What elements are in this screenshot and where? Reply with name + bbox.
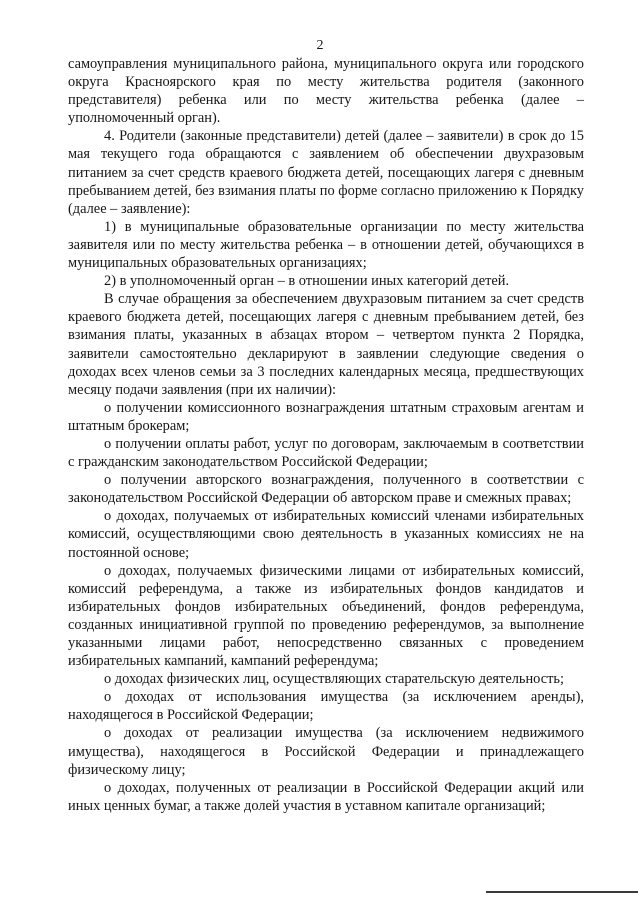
income-item-copyright: о получении авторского вознаграждения, полученного в соответствии с законодательством Российской Федерации об авторском праве и смежных правах; [68,472,584,507]
scan-edge-line [486,891,638,893]
income-item-election-funds: о доходах, получаемых физическими лицами от избирательных комиссий, комиссий референдума, а также из избирательных фондов кандидатов и избирательных фондов избирательных объединений, фондов референдума, созданных инициативной группой по проведению референдумов, за выполнение указанными лицами работ, непосредственно связанных с проведением избирательных кампаний, кампаний референдума; [68,562,584,670]
document-body [68,55,584,815]
income-item-election-commission-members: о доходах, получаемых от избирательных комиссий членами избирательных комиссий, осуществляющими свою деятельность в указанных комиссиях не на постоянной основе; [68,508,584,561]
paragraph-subitem-2: 2) в уполномоченный орган – в отношении иных категорий детей. [104,273,510,290]
paragraph-continuation: самоуправления муниципального района, муниципального округа или городского округа Красноярского края по месту жительства родителя (законного представителя) ребенка или по месту жительства ребенка (далее – уполномоченный орган). [68,56,584,127]
page-number: 2 [316,38,324,53]
paragraph-subitem-1: 1) в муниципальные образовательные организации по месту жительства заявителя или по месту жительства ребенка – в отношении детей, обучающихся в муниципальных образовательных организациях; [68,218,584,272]
paragraph-income-declaration: В случае обращения за обеспечением двухразовым питанием за счет средств краевого бюджета детей, посещающих лагеря с дневным пребыванием детей, без взимания платы, указанных в абзацах втором – четвертом пункта 2 Порядка, заявители самостоятельно декларируют в заявлении следующие сведения о доходах всех членов семьи за 3 последних календарных месяца, предшествующих месяцу подачи заявления (при их наличии): [68,291,584,398]
income-item-civil-contracts: о получении оплаты работ, услуг по договорам, заключаемым в соответствии с гражданским законодательством Российской Федерации; [68,435,584,471]
income-item-property-sale: о доходах от реализации имущества (за исключением недвижимого имущества), находящегося в Российской Федерации и принадлежащего физическому лицу; [68,725,584,778]
paragraph-item-4: 4. Родители (законные представители) детей (далее – заявители) в срок до 15 мая текущего года обращаются с заявлением об обеспечении двухразовым питанием за счет средств краевого бюджета детей, посещающих лагеря с дневным пребыванием детей, без взимания платы по форме согласно приложению к Порядку (далее – заявление): [68,128,584,217]
income-item-property-use: о доходах от использования имущества (за исключением аренды), находящегося в Российской Федерации; [68,689,584,724]
income-item-securities: о доходах, полученных от реализации в Российской Федерации акций или иных ценных бумаг, а также долей участия в уставном капитале организаций; [68,779,584,814]
income-item-prospecting: о доходах физических лиц, осуществляющих старательскую деятельность; [104,671,564,688]
income-item-insurance-agents: о получении комиссионного вознаграждения штатным страховым агентам и штатным брокерам; [68,399,584,434]
